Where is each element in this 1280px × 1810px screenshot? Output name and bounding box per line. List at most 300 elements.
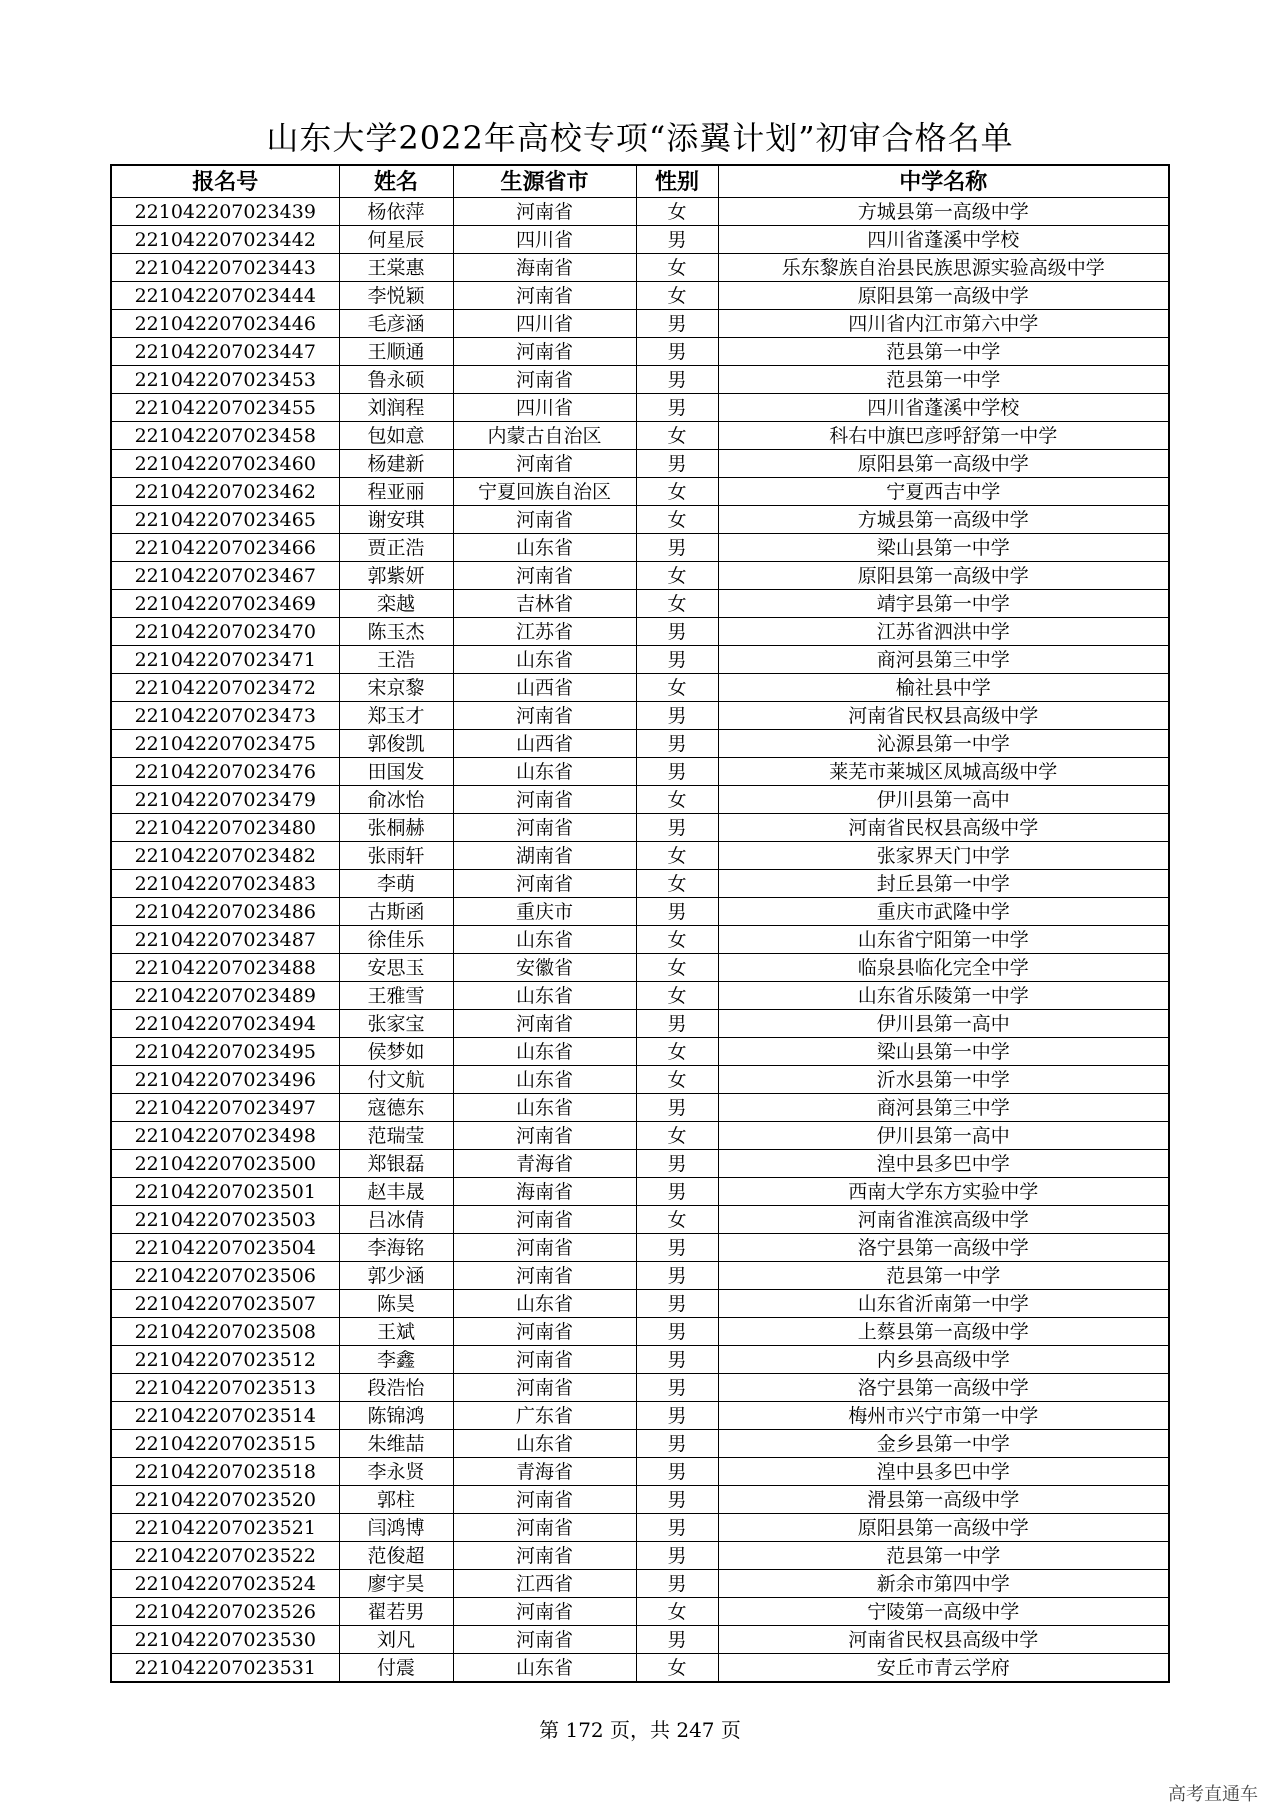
cell-gender: 女 [636, 954, 718, 982]
cell-gender: 男 [636, 366, 718, 394]
cell-name: 郑银磊 [339, 1150, 453, 1178]
header-registration-number: 报名号 [111, 165, 339, 198]
cell-registration-number: 221042207023513 [111, 1374, 339, 1402]
cell-registration-number: 221042207023469 [111, 590, 339, 618]
cell-province: 山东省 [453, 1094, 636, 1122]
cell-school: 滑县第一高级中学 [718, 1486, 1169, 1514]
cell-gender: 男 [636, 898, 718, 926]
cell-registration-number: 221042207023503 [111, 1206, 339, 1234]
cell-registration-number: 221042207023498 [111, 1122, 339, 1150]
cell-registration-number: 221042207023514 [111, 1402, 339, 1430]
cell-name: 安思玉 [339, 954, 453, 982]
cell-school: 河南省民权县高级中学 [718, 1626, 1169, 1654]
cell-registration-number: 221042207023458 [111, 422, 339, 450]
cell-registration-number: 221042207023518 [111, 1458, 339, 1486]
cell-registration-number: 221042207023472 [111, 674, 339, 702]
table-row [111, 1626, 1169, 1654]
cell-gender: 女 [636, 478, 718, 506]
cell-province: 海南省 [453, 254, 636, 282]
cell-province: 山东省 [453, 926, 636, 954]
cell-name: 杨建新 [339, 450, 453, 478]
cell-name: 陈锦鸿 [339, 1402, 453, 1430]
cell-school: 四川省蓬溪中学校 [718, 394, 1169, 422]
cell-province: 山东省 [453, 758, 636, 786]
cell-school: 原阳县第一高级中学 [718, 1514, 1169, 1542]
cell-province: 河南省 [453, 1346, 636, 1374]
cell-gender: 男 [636, 618, 718, 646]
cell-registration-number: 221042207023460 [111, 450, 339, 478]
cell-school: 方城县第一高级中学 [718, 198, 1169, 226]
cell-province: 河南省 [453, 198, 636, 226]
table-row [111, 1094, 1169, 1122]
table-row [111, 394, 1169, 422]
cell-school: 范县第一中学 [718, 338, 1169, 366]
cell-registration-number: 221042207023504 [111, 1234, 339, 1262]
cell-province: 河南省 [453, 1486, 636, 1514]
table-row [111, 1150, 1169, 1178]
table-row [111, 1262, 1169, 1290]
cell-name: 贾正浩 [339, 534, 453, 562]
cell-school: 莱芜市莱城区凤城高级中学 [718, 758, 1169, 786]
cell-school: 张家界天门中学 [718, 842, 1169, 870]
cell-gender: 男 [636, 1290, 718, 1318]
table-row [111, 814, 1169, 842]
cell-school: 金乡县第一中学 [718, 1430, 1169, 1458]
table-row [111, 1346, 1169, 1374]
cell-registration-number: 221042207023465 [111, 506, 339, 534]
cell-registration-number: 221042207023462 [111, 478, 339, 506]
cell-school: 宁夏西吉中学 [718, 478, 1169, 506]
cell-gender: 男 [636, 338, 718, 366]
cell-name: 徐佳乐 [339, 926, 453, 954]
cell-gender: 男 [636, 1010, 718, 1038]
table-row [111, 674, 1169, 702]
table-row [111, 254, 1169, 282]
cell-gender: 女 [636, 422, 718, 450]
cell-province: 山东省 [453, 1430, 636, 1458]
cell-registration-number: 221042207023501 [111, 1178, 339, 1206]
cell-school: 商河县第三中学 [718, 646, 1169, 674]
table-body [111, 198, 1169, 1683]
cell-registration-number: 221042207023522 [111, 1542, 339, 1570]
cell-gender: 男 [636, 1318, 718, 1346]
table-row [111, 1318, 1169, 1346]
cell-name: 栾越 [339, 590, 453, 618]
cell-school: 方城县第一高级中学 [718, 506, 1169, 534]
cell-school: 洛宁县第一高级中学 [718, 1374, 1169, 1402]
table-row [111, 1514, 1169, 1542]
cell-name: 王浩 [339, 646, 453, 674]
cell-registration-number: 221042207023442 [111, 226, 339, 254]
table-row [111, 338, 1169, 366]
cell-school: 新余市第四中学 [718, 1570, 1169, 1598]
table-row [111, 1290, 1169, 1318]
cell-registration-number: 221042207023482 [111, 842, 339, 870]
cell-school: 伊川县第一高中 [718, 1122, 1169, 1150]
cell-gender: 女 [636, 1122, 718, 1150]
cell-province: 河南省 [453, 870, 636, 898]
cell-registration-number: 221042207023506 [111, 1262, 339, 1290]
cell-name: 郑玉才 [339, 702, 453, 730]
table-row [111, 1374, 1169, 1402]
cell-gender: 男 [636, 226, 718, 254]
cell-gender: 男 [636, 1430, 718, 1458]
cell-name: 翟若男 [339, 1598, 453, 1626]
table-row [111, 310, 1169, 338]
cell-province: 山东省 [453, 1066, 636, 1094]
cell-name: 张家宝 [339, 1010, 453, 1038]
cell-gender: 男 [636, 646, 718, 674]
cell-name: 程亚丽 [339, 478, 453, 506]
cell-gender: 男 [636, 1374, 718, 1402]
table-row [111, 450, 1169, 478]
cell-school: 西南大学东方实验中学 [718, 1178, 1169, 1206]
cell-name: 王棠惠 [339, 254, 453, 282]
cell-gender: 男 [636, 1514, 718, 1542]
cell-name: 李鑫 [339, 1346, 453, 1374]
cell-province: 河南省 [453, 786, 636, 814]
header-gender: 性别 [636, 165, 718, 198]
cell-name: 段浩怡 [339, 1374, 453, 1402]
cell-school: 山东省沂南第一中学 [718, 1290, 1169, 1318]
cell-registration-number: 221042207023526 [111, 1598, 339, 1626]
cell-registration-number: 221042207023494 [111, 1010, 339, 1038]
cell-gender: 女 [636, 506, 718, 534]
cell-school: 安丘市青云学府 [718, 1654, 1169, 1683]
cell-gender: 男 [636, 758, 718, 786]
cell-school: 河南省民权县高级中学 [718, 702, 1169, 730]
cell-registration-number: 221042207023495 [111, 1038, 339, 1066]
table-row [111, 618, 1169, 646]
cell-province: 山东省 [453, 1290, 636, 1318]
cell-gender: 男 [636, 534, 718, 562]
table-row [111, 1122, 1169, 1150]
table-row [111, 870, 1169, 898]
cell-gender: 女 [636, 1038, 718, 1066]
cell-school: 梁山县第一中学 [718, 1038, 1169, 1066]
cell-registration-number: 221042207023444 [111, 282, 339, 310]
cell-province: 河南省 [453, 1626, 636, 1654]
cell-province: 河南省 [453, 366, 636, 394]
cell-province: 河南省 [453, 1542, 636, 1570]
cell-gender: 女 [636, 590, 718, 618]
cell-province: 江苏省 [453, 618, 636, 646]
cell-gender: 男 [636, 1570, 718, 1598]
table-row [111, 758, 1169, 786]
cell-name: 杨依萍 [339, 198, 453, 226]
cell-province: 山东省 [453, 1038, 636, 1066]
cell-province: 河南省 [453, 1598, 636, 1626]
cell-name: 范瑞莹 [339, 1122, 453, 1150]
cell-gender: 女 [636, 842, 718, 870]
cell-gender: 女 [636, 870, 718, 898]
cell-school: 河南省淮滨高级中学 [718, 1206, 1169, 1234]
cell-school: 伊川县第一高中 [718, 786, 1169, 814]
cell-registration-number: 221042207023475 [111, 730, 339, 758]
cell-registration-number: 221042207023531 [111, 1654, 339, 1683]
cell-province: 四川省 [453, 394, 636, 422]
table-row [111, 590, 1169, 618]
cell-gender: 男 [636, 1486, 718, 1514]
table-row [111, 506, 1169, 534]
cell-school: 山东省乐陵第一中学 [718, 982, 1169, 1010]
cell-school: 榆社县中学 [718, 674, 1169, 702]
table-row [111, 842, 1169, 870]
cell-school: 沂水县第一中学 [718, 1066, 1169, 1094]
cell-gender: 男 [636, 1626, 718, 1654]
cell-gender: 男 [636, 1542, 718, 1570]
cell-name: 宋京黎 [339, 674, 453, 702]
cell-school: 封丘县第一中学 [718, 870, 1169, 898]
cell-province: 青海省 [453, 1458, 636, 1486]
table-row [111, 282, 1169, 310]
table-row [111, 954, 1169, 982]
cell-province: 河南省 [453, 338, 636, 366]
cell-registration-number: 221042207023488 [111, 954, 339, 982]
cell-name: 包如意 [339, 422, 453, 450]
cell-name: 王顺通 [339, 338, 453, 366]
cell-registration-number: 221042207023480 [111, 814, 339, 842]
cell-name: 闫鸿博 [339, 1514, 453, 1542]
cell-school: 范县第一中学 [718, 1542, 1169, 1570]
cell-name: 侯梦如 [339, 1038, 453, 1066]
cell-gender: 男 [636, 450, 718, 478]
cell-gender: 女 [636, 1598, 718, 1626]
cell-gender: 女 [636, 1654, 718, 1683]
cell-province: 河南省 [453, 1514, 636, 1542]
cell-school: 上蔡县第一高级中学 [718, 1318, 1169, 1346]
cell-registration-number: 221042207023455 [111, 394, 339, 422]
table-row [111, 1458, 1169, 1486]
cell-name: 田国发 [339, 758, 453, 786]
cell-province: 山东省 [453, 534, 636, 562]
cell-registration-number: 221042207023521 [111, 1514, 339, 1542]
cell-name: 王斌 [339, 1318, 453, 1346]
cell-name: 古斯函 [339, 898, 453, 926]
cell-school: 洛宁县第一高级中学 [718, 1234, 1169, 1262]
cell-name: 吕冰倩 [339, 1206, 453, 1234]
cell-name: 陈玉杰 [339, 618, 453, 646]
cell-province: 宁夏回族自治区 [453, 478, 636, 506]
cell-province: 安徽省 [453, 954, 636, 982]
cell-school: 靖宇县第一中学 [718, 590, 1169, 618]
cell-gender: 男 [636, 1178, 718, 1206]
cell-gender: 女 [636, 786, 718, 814]
cell-gender: 男 [636, 394, 718, 422]
header-school: 中学名称 [718, 165, 1169, 198]
cell-gender: 女 [636, 674, 718, 702]
cell-registration-number: 221042207023512 [111, 1346, 339, 1374]
table-header-row [111, 165, 1169, 198]
cell-name: 陈昊 [339, 1290, 453, 1318]
cell-province: 山东省 [453, 646, 636, 674]
cell-school: 四川省内江市第六中学 [718, 310, 1169, 338]
cell-school: 商河县第三中学 [718, 1094, 1169, 1122]
cell-school: 湟中县多巴中学 [718, 1150, 1169, 1178]
cell-province: 河南省 [453, 1234, 636, 1262]
cell-name: 鲁永硕 [339, 366, 453, 394]
table-row [111, 1206, 1169, 1234]
cell-registration-number: 221042207023473 [111, 702, 339, 730]
cell-province: 山西省 [453, 674, 636, 702]
table-row [111, 1010, 1169, 1038]
cell-gender: 男 [636, 1402, 718, 1430]
cell-province: 河南省 [453, 1318, 636, 1346]
table-row [111, 646, 1169, 674]
cell-name: 郭少涵 [339, 1262, 453, 1290]
roster-table [110, 164, 1170, 1683]
cell-province: 湖南省 [453, 842, 636, 870]
cell-gender: 男 [636, 310, 718, 338]
cell-name: 毛彦涵 [339, 310, 453, 338]
cell-school: 河南省民权县高级中学 [718, 814, 1169, 842]
cell-registration-number: 221042207023508 [111, 1318, 339, 1346]
cell-province: 河南省 [453, 1374, 636, 1402]
header-name: 姓名 [339, 165, 453, 198]
cell-name: 廖宇昊 [339, 1570, 453, 1598]
cell-province: 山东省 [453, 982, 636, 1010]
cell-registration-number: 221042207023471 [111, 646, 339, 674]
table-row [111, 1038, 1169, 1066]
table-row [111, 422, 1169, 450]
cell-registration-number: 221042207023483 [111, 870, 339, 898]
cell-gender: 男 [636, 1346, 718, 1374]
cell-name: 俞冰怡 [339, 786, 453, 814]
cell-school: 梅州市兴宁市第一中学 [718, 1402, 1169, 1430]
cell-school: 沁源县第一中学 [718, 730, 1169, 758]
cell-gender: 男 [636, 1262, 718, 1290]
cell-province: 海南省 [453, 1178, 636, 1206]
cell-province: 河南省 [453, 1122, 636, 1150]
cell-registration-number: 221042207023515 [111, 1430, 339, 1458]
table-row [111, 1402, 1169, 1430]
cell-registration-number: 221042207023496 [111, 1066, 339, 1094]
cell-province: 四川省 [453, 226, 636, 254]
cell-registration-number: 221042207023489 [111, 982, 339, 1010]
cell-school: 原阳县第一高级中学 [718, 562, 1169, 590]
cell-province: 河南省 [453, 814, 636, 842]
watermark: 高考直通车 [1168, 1784, 1258, 1805]
cell-name: 李悦颖 [339, 282, 453, 310]
cell-name: 付文航 [339, 1066, 453, 1094]
cell-registration-number: 221042207023453 [111, 366, 339, 394]
cell-school: 宁陵第一高级中学 [718, 1598, 1169, 1626]
cell-province: 广东省 [453, 1402, 636, 1430]
cell-gender: 男 [636, 702, 718, 730]
cell-province: 河南省 [453, 562, 636, 590]
table-row [111, 1066, 1169, 1094]
table-row [111, 534, 1169, 562]
table-row [111, 1234, 1169, 1262]
table-row [111, 898, 1169, 926]
cell-gender: 男 [636, 1234, 718, 1262]
cell-province: 四川省 [453, 310, 636, 338]
table-row [111, 702, 1169, 730]
cell-province: 河南省 [453, 506, 636, 534]
table-row [111, 786, 1169, 814]
cell-registration-number: 221042207023446 [111, 310, 339, 338]
cell-gender: 女 [636, 1066, 718, 1094]
cell-school: 江苏省泗洪中学 [718, 618, 1169, 646]
cell-registration-number: 221042207023507 [111, 1290, 339, 1318]
table-row [111, 1654, 1169, 1683]
cell-name: 寇德东 [339, 1094, 453, 1122]
cell-gender: 男 [636, 1458, 718, 1486]
cell-registration-number: 221042207023487 [111, 926, 339, 954]
table-row [111, 1570, 1169, 1598]
table-row [111, 926, 1169, 954]
page-title: 山东大学2022年高校专项“添翼计划”初审合格名单 [266, 119, 1014, 157]
cell-school: 梁山县第一中学 [718, 534, 1169, 562]
cell-name: 张雨轩 [339, 842, 453, 870]
cell-gender: 男 [636, 814, 718, 842]
cell-name: 赵丰晟 [339, 1178, 453, 1206]
cell-registration-number: 221042207023479 [111, 786, 339, 814]
cell-registration-number: 221042207023443 [111, 254, 339, 282]
cell-registration-number: 221042207023530 [111, 1626, 339, 1654]
table-row [111, 1542, 1169, 1570]
cell-registration-number: 221042207023524 [111, 1570, 339, 1598]
cell-name: 刘凡 [339, 1626, 453, 1654]
cell-school: 范县第一中学 [718, 366, 1169, 394]
cell-registration-number: 221042207023486 [111, 898, 339, 926]
cell-name: 谢安琪 [339, 506, 453, 534]
cell-school: 山东省宁阳第一中学 [718, 926, 1169, 954]
table-row [111, 1598, 1169, 1626]
cell-gender: 女 [636, 926, 718, 954]
cell-school: 湟中县多巴中学 [718, 1458, 1169, 1486]
cell-gender: 女 [636, 1206, 718, 1234]
cell-gender: 女 [636, 562, 718, 590]
cell-registration-number: 221042207023466 [111, 534, 339, 562]
cell-province: 重庆市 [453, 898, 636, 926]
table-row [111, 1178, 1169, 1206]
cell-registration-number: 221042207023476 [111, 758, 339, 786]
cell-province: 河南省 [453, 1206, 636, 1234]
cell-registration-number: 221042207023439 [111, 198, 339, 226]
cell-name: 郭紫妍 [339, 562, 453, 590]
cell-school: 范县第一中学 [718, 1262, 1169, 1290]
cell-gender: 女 [636, 982, 718, 1010]
table-row [111, 366, 1169, 394]
cell-registration-number: 221042207023497 [111, 1094, 339, 1122]
cell-name: 付震 [339, 1654, 453, 1683]
cell-registration-number: 221042207023467 [111, 562, 339, 590]
cell-name: 李海铭 [339, 1234, 453, 1262]
cell-name: 郭俊凯 [339, 730, 453, 758]
cell-gender: 男 [636, 1094, 718, 1122]
table-row [111, 982, 1169, 1010]
cell-province: 青海省 [453, 1150, 636, 1178]
cell-gender: 女 [636, 198, 718, 226]
cell-name: 李永贤 [339, 1458, 453, 1486]
cell-name: 范俊超 [339, 1542, 453, 1570]
cell-name: 李萌 [339, 870, 453, 898]
cell-province: 山东省 [453, 1654, 636, 1683]
cell-name: 张桐赫 [339, 814, 453, 842]
cell-gender: 女 [636, 254, 718, 282]
cell-registration-number: 221042207023520 [111, 1486, 339, 1514]
cell-province: 河南省 [453, 1262, 636, 1290]
cell-school: 原阳县第一高级中学 [718, 450, 1169, 478]
cell-name: 何星辰 [339, 226, 453, 254]
cell-school: 科右中旗巴彦呼舒第一中学 [718, 422, 1169, 450]
header-province: 生源省市 [453, 165, 636, 198]
cell-school: 四川省蓬溪中学校 [718, 226, 1169, 254]
cell-province: 河南省 [453, 702, 636, 730]
cell-school: 伊川县第一高中 [718, 1010, 1169, 1038]
table-row [111, 478, 1169, 506]
